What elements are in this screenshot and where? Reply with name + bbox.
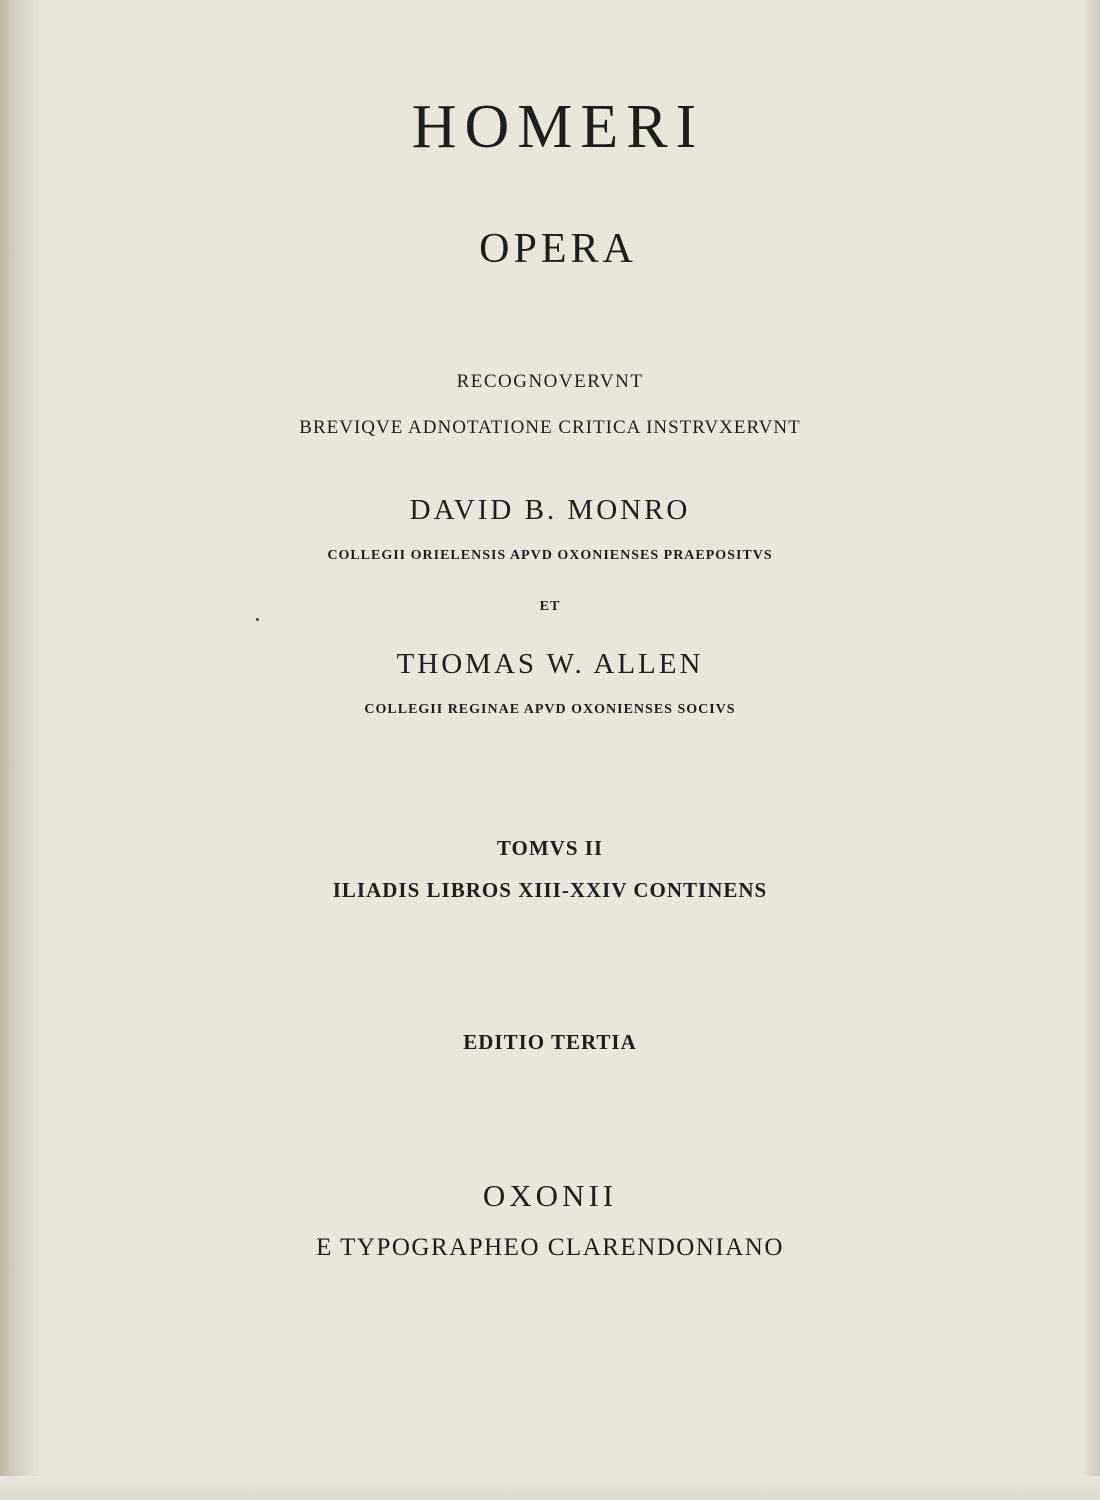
publication-place: OXONII <box>482 1178 618 1213</box>
publisher-name: E TYPOGRAPHEO CLARENDONIANO <box>316 1234 784 1261</box>
editor-2-affiliation: COLLEGII REGINAE APVD OXONIENSES SOCIVS <box>364 702 736 717</box>
edited-line-2: BREVIQVE ADNOTATIONE CRITICA INSTRVXERVNT <box>299 417 801 438</box>
page-bottom-edge <box>0 1476 1100 1500</box>
volume-number: TOMVS II <box>496 836 604 860</box>
editor-2-name: THOMAS W. ALLEN <box>396 648 704 680</box>
volume-contents: ILIADIS LIBROS XIII-XXIV CONTINENS <box>332 878 768 902</box>
author-title: HOMERI <box>411 93 705 161</box>
editor-1-affiliation: COLLEGII ORIELENSIS APVD OXONIENSES PRAEPOSITVS <box>327 548 773 563</box>
edition-statement: EDITIO TERTIA <box>463 1030 637 1054</box>
conjunction-et: ET <box>539 599 561 614</box>
paper-speck <box>256 618 259 621</box>
edited-line-1: RECOGNOVERVNT <box>456 371 644 392</box>
work-title: OPERA <box>479 226 637 272</box>
page-right-edge <box>1082 0 1100 1500</box>
editor-1-name: DAVID B. MONRO <box>409 494 691 526</box>
book-gutter-shadow <box>0 0 40 1500</box>
